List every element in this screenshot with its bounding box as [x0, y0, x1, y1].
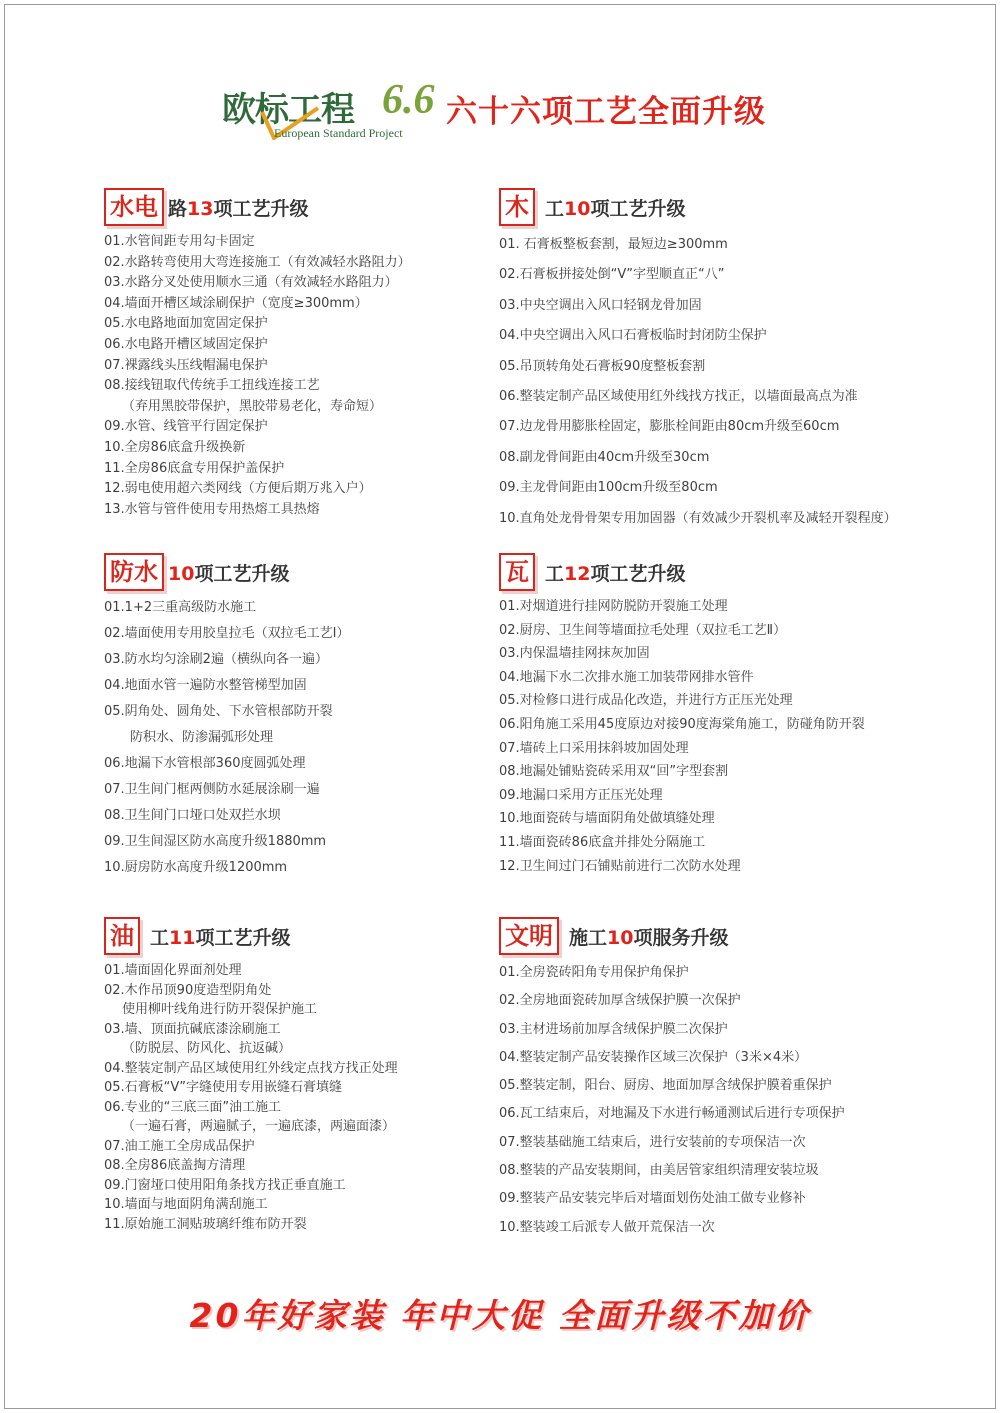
logo-english: European Standard Project: [274, 126, 403, 140]
title-number: 10: [168, 562, 195, 585]
list-item: 11.墙面瓷砖86底盒并排处分隔施工: [499, 834, 706, 850]
item-list: [499, 595, 969, 878]
title-number: 11: [169, 926, 196, 949]
list-item: 01. 石膏板整板套割，最短边≥300mm: [499, 237, 728, 252]
list-item: 04.整装定制产品安装操作区域三次保护（3米×4米）: [499, 1049, 808, 1065]
section-wagong: [499, 553, 969, 878]
list-item: （防脱层、防风化、抗返碱）: [122, 1041, 292, 1056]
section-title: [150, 923, 290, 950]
title-prefix: 路: [168, 197, 188, 220]
section-shuidian: [104, 188, 494, 520]
list-item: 10.墙面与地面阴角满刮施工: [104, 1197, 268, 1212]
list-item: 08.全房86底盖掏方清理: [104, 1158, 246, 1173]
list-item: 06.整装定制产品区域使用红外线找方找正，以墙面最高点为准: [499, 389, 858, 405]
list-item: 01.对烟道进行挂网防脱防开裂施工处理: [499, 599, 728, 614]
list-item: 09.地漏口采用方正压光处理: [499, 787, 663, 803]
title-suffix: 项工艺升级: [195, 926, 291, 949]
section-fangshui: [104, 553, 494, 881]
title-number: 10: [564, 197, 591, 220]
list-item: 06.阳角施工采用45度原边对接90度海棠角施工，防碰角防开裂: [499, 716, 865, 732]
page-title: 六十六项工艺全面升级: [446, 94, 766, 130]
section-header: [104, 917, 494, 955]
item-list: [499, 959, 969, 1242]
list-item: 03.内保温墙挂网抹灰加固: [499, 646, 650, 662]
list-item: 10.地面瓷砖与墙面阴角处做填缝处理: [499, 811, 715, 827]
list-item: 01.墙面固化界面剂处理: [104, 963, 242, 978]
list-item: 07.卫生间门框两侧防水延展涂刷一遍: [104, 782, 320, 797]
list-item: 04.地漏下水二次排水施工加装带网排水管件: [499, 669, 754, 685]
list-item: 09.整装产品安装完毕后对墙面划伤处油工做专业修补: [499, 1191, 806, 1207]
list-item: 09.卫生间湿区防水高度升级1880mm: [104, 834, 327, 849]
section-title: [545, 194, 685, 221]
logo-text: 欧标工程: [222, 90, 354, 130]
title-number: 12: [564, 562, 591, 585]
section-header: [104, 553, 494, 591]
title-prefix: 工: [150, 926, 170, 949]
list-item: 08.地漏处铺贴瓷砖采用双“回”字型套割: [499, 764, 729, 780]
section-header: [499, 917, 969, 955]
section-title: [168, 559, 289, 586]
section-header: [499, 553, 969, 591]
section-wenming: [499, 917, 969, 1242]
list-item: 05.阴角处、圆角处、下水管根部防开裂: [104, 704, 333, 719]
list-item: （一遍石膏，两遍腻子，一遍底漆，两遍面漆）: [122, 1119, 396, 1134]
section-badge: 油: [104, 917, 140, 955]
list-item: 06.瓦工结束后，对地漏及下水进行畅通测试后进行专项保护: [499, 1106, 845, 1122]
list-item: 07.整装基础施工结束后，进行安装前的专项保洁一次: [499, 1134, 806, 1150]
title-suffix: 项工艺升级: [590, 562, 686, 585]
list-item: 02.石膏板拼接处倒“V”字型顺直正“八”: [499, 267, 725, 283]
item-list: [104, 595, 494, 881]
list-item: 07.油工施工全房成品保护: [104, 1138, 255, 1154]
list-item: 09.主龙骨间距由100cm升级至80cm: [499, 480, 718, 496]
section-badge: 防水: [104, 553, 164, 591]
section-badge: 瓦: [499, 553, 535, 591]
title-prefix: 工: [545, 197, 565, 220]
section-badge: 木: [499, 188, 535, 226]
item-list: [104, 961, 494, 1234]
section-title: [545, 559, 685, 586]
list-item: 03.主材进场前加厚含绒保护膜二次保护: [499, 1021, 728, 1037]
list-item: 10.直角处龙骨骨架专用加固器（有效减少开裂机率及减轻开裂程度）: [499, 510, 897, 526]
list-item: 08.副龙骨间距由40cm升级至30cm: [499, 449, 710, 465]
list-item: 12.卫生间过门石铺贴前进行二次防水处理: [499, 858, 741, 874]
list-item: 05.石膏板“V”字缝使用专用嵌缝石膏填缝: [104, 1080, 343, 1095]
title-prefix: 施工: [569, 926, 608, 949]
list-item: 05.水电路地面加宽固定保护: [104, 316, 268, 332]
list-item: 07.裸露线头压线帽漏电保护: [104, 357, 268, 373]
list-item: 07.边龙骨用膨胀栓固定，膨胀栓间距由80cm升级至60cm: [499, 419, 840, 435]
list-item: 09.门窗垭口使用阳角条找方找正垂直施工: [104, 1177, 346, 1193]
list-item: 05.整装定制，阳台、厨房、地面加厚含绒保护膜着重保护: [499, 1078, 832, 1094]
title-suffix: 项工艺升级: [590, 197, 686, 220]
section-header: [104, 188, 494, 226]
title-number: 10: [607, 926, 634, 949]
footer-slogan: 20年好家装 年中大促 全面升级不加价: [189, 1296, 811, 1335]
list-item: 06.水电路开槽区域固定保护: [104, 336, 268, 352]
page-header: [222, 76, 822, 146]
section-header: [499, 188, 969, 226]
list-item: 02.全房地面瓷砖加厚含绒保护膜一次保护: [499, 993, 741, 1009]
list-item: 03.防水均匀涂刷2遍（横纵向各一遍）: [104, 652, 328, 667]
list-item: 06.地漏下水管根部360度圆弧处理: [104, 756, 306, 771]
list-item: 03.中央空调出入风口轻钢龙骨加固: [499, 297, 702, 313]
list-item: 10.全房86底盒升级换新: [104, 439, 246, 455]
section-title: [168, 194, 308, 221]
list-item: （弃用黑胶带保护，黑胶带易老化，寿命短）: [122, 398, 383, 414]
list-item: 防积水、防渗漏弧形处理: [130, 730, 274, 745]
title-number: 13: [187, 197, 214, 220]
list-item: 02.厨房、卫生间等墙面拉毛处理（双拉毛工艺Ⅱ）: [499, 622, 787, 638]
list-item: 03.水路分叉处使用顺水三通（有效减轻水路阻力）: [104, 275, 398, 291]
list-item: 10.整装竣工后派专人做开荒保洁一次: [499, 1219, 715, 1235]
title-suffix: 项工艺升级: [213, 197, 309, 220]
title-suffix: 项服务升级: [633, 926, 729, 949]
section-badge: 水电: [104, 188, 164, 226]
logo-version: 6.6: [382, 77, 435, 123]
list-item: 04.地面水管一遍防水整管梯型加固: [104, 678, 307, 693]
list-item: 04.中央空调出入风口石膏板临时封闭防尘保护: [499, 328, 767, 344]
list-item: 12.弱电使用超六类网线（方便后期万兆入户）: [104, 481, 372, 497]
list-item: 使用柳叶线角进行防开裂保护施工: [122, 1002, 318, 1017]
list-item: 08.接线钮取代传统手工扭线连接工艺: [104, 378, 320, 394]
list-item: 01.水管间距专用勾卡固定: [104, 234, 255, 249]
section-badge: 文明: [499, 917, 559, 955]
list-item: 09.水管、线管平行固定保护: [104, 419, 268, 435]
list-item: 03.墙、顶面抗碱底漆涂刷施工: [104, 1021, 281, 1037]
list-item: 02.墙面使用专用胶皇拉毛（双拉毛工艺Ⅰ）: [104, 626, 350, 641]
list-item: 07.墙砖上口采用抹斜坡加固处理: [499, 740, 689, 756]
list-item: 08.整装的产品安装期间，由美居管家组织清理安装垃圾: [499, 1163, 819, 1179]
list-item: 01.全房瓷砖阳角专用保护角保护: [499, 965, 689, 980]
item-list: [104, 232, 494, 520]
list-item: 02.水路转弯使用大弯连接施工（有效减轻水路阻力）: [104, 254, 411, 270]
list-item: 13.水管与管件使用专用热熔工具热熔: [104, 501, 320, 517]
title-prefix: 工: [545, 562, 565, 585]
list-item: 04.墙面开槽区域涂刷保护（宽度≥300mm）: [104, 295, 368, 311]
list-item: 11.原始施工洞贴玻璃纤维布防开裂: [104, 1216, 307, 1232]
section-yougong: [104, 917, 494, 1234]
section-title: [569, 923, 728, 950]
list-item: 04.整装定制产品区域使用红外线定点找方找正处理: [104, 1060, 398, 1076]
list-item: 10.厨房防水高度升级1200mm: [104, 860, 288, 875]
item-list: [499, 230, 969, 534]
list-item: 06.专业的“三底三面”油工施工: [104, 1099, 282, 1115]
list-item: 01.1+2三重高级防水施工: [104, 600, 257, 615]
list-item: 02.木作吊顶90度造型阴角处: [104, 982, 272, 998]
list-item: 08.卫生间门口垭口处双拦水坝: [104, 808, 281, 823]
list-item: 11.全房86底盒专用保护盖保护: [104, 460, 285, 476]
title-suffix: 项工艺升级: [194, 562, 290, 585]
section-mugong: [499, 188, 969, 534]
list-item: 05.吊顶转角处石膏板90度整板套割: [499, 358, 706, 374]
list-item: 05.对检修口进行成品化改造，并进行方正压光处理: [499, 693, 793, 709]
